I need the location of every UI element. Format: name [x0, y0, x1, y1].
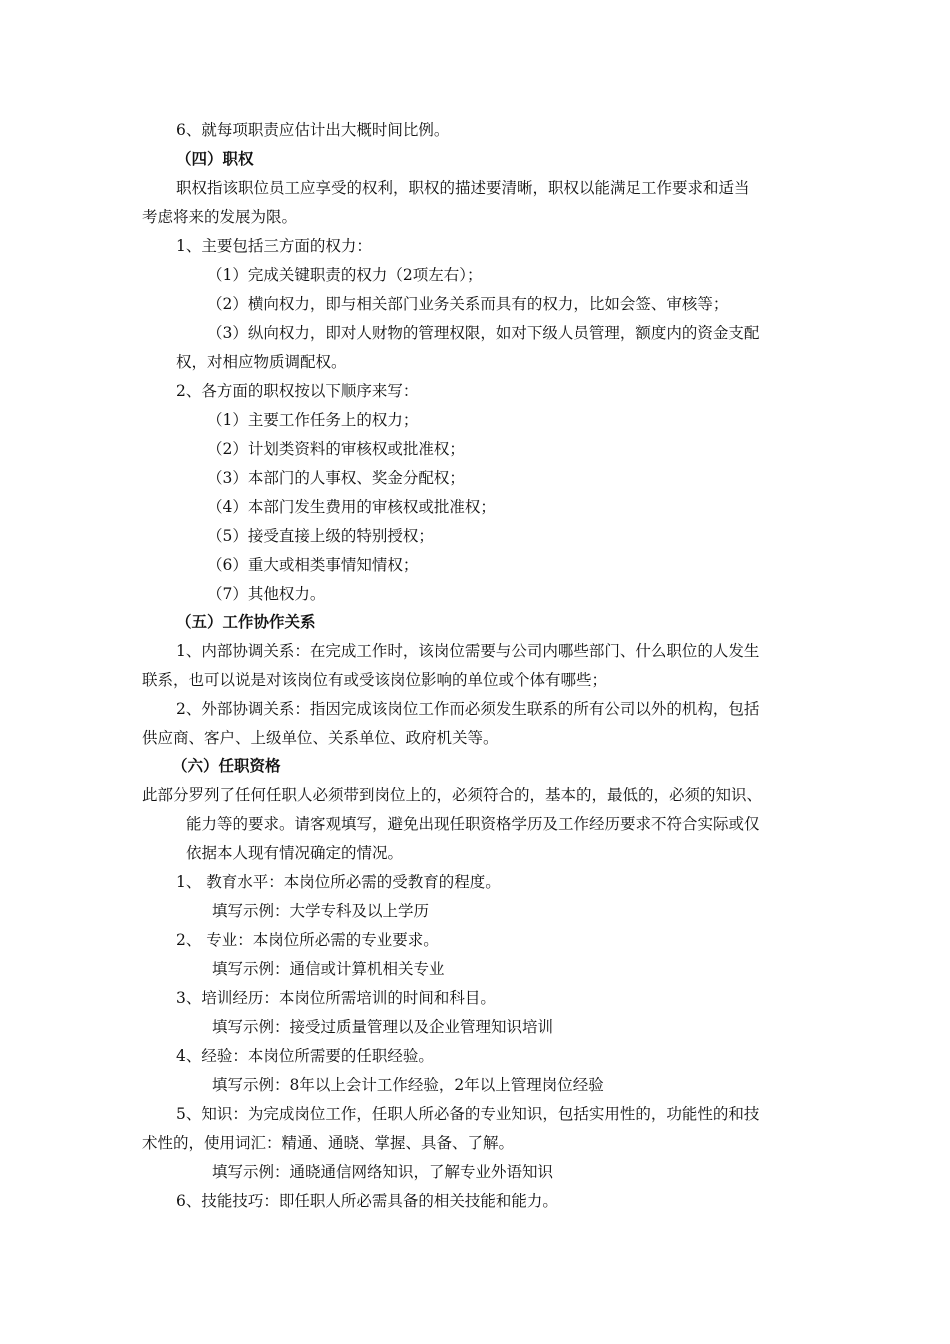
example-line: 填写示例：接受过质量管理以及企业管理知识培训	[212, 1018, 554, 1036]
text-line: （4）本部门发生费用的审核权或批准权；	[207, 498, 496, 516]
example-line: 填写示例：8年以上会计工作经验，2年以上管理岗位经验	[212, 1076, 604, 1094]
text-line: 1、主要包括三方面的权力：	[176, 237, 372, 255]
text-line: 职权指该职位员工应享受的权利，职权的描述要清晰，职权以能满足工作要求和适当	[176, 179, 750, 197]
text-line: 依据本人现有情况确定的情况。	[186, 844, 404, 862]
text-line: （1）主要工作任务上的权力；	[207, 411, 419, 429]
text-line: 此部分罗列了任何任职人必须带到岗位上的，必须符合的，基本的，最低的，必须的知识、	[142, 786, 763, 804]
text-line: （2）计划类资料的审核权或批准权；	[207, 440, 465, 458]
text-line: 1、内部协调关系：在完成工作时，该岗位需要与公司内哪些部门、什么职位的人发生	[176, 642, 760, 660]
text-line: （2）横向权力，即与相关部门业务关系而具有的权力，比如会签、审核等；	[207, 295, 729, 313]
text-line: 6、技能技巧：即任职人所必需具备的相关技能和能力。	[176, 1192, 558, 1210]
section-heading-authority: （四）职权	[176, 150, 254, 168]
example-line: 填写示例：通晓通信网络知识，了解专业外语知识	[212, 1163, 554, 1181]
text-line: 术性的，使用词汇：精通、通晓、掌握、具备、了解。	[142, 1134, 515, 1152]
section-heading-collaboration: （五）工作协作关系	[176, 613, 316, 631]
text-line: 5、知识：为完成岗位工作，任职人所必备的专业知识，包括实用性的，功能性的和技	[176, 1105, 760, 1123]
text-line: 3、培训经历：本岗位所需培训的时间和科目。	[176, 989, 496, 1007]
text-line: 考虑将来的发展为限。	[142, 208, 298, 226]
section-heading-qualifications: （六）任职资格	[172, 757, 281, 775]
text-line: 2、外部协调关系：指因完成该岗位工作而必须发生联系的所有公司以外的机构，包括	[176, 700, 760, 718]
example-line: 填写示例：大学专科及以上学历	[212, 902, 430, 920]
text-line: 联系，也可以说是对该岗位有或受该岗位影响的单位或个体有哪些；	[142, 671, 608, 689]
text-line: 2、各方面的职权按以下顺序来写：	[176, 382, 419, 400]
text-line: 供应商、客户、上级单位、关系单位、政府机关等。	[142, 729, 499, 747]
text-line: 2、 专业：本岗位所必需的专业要求。	[176, 931, 439, 949]
text-line: （3）本部门的人事权、奖金分配权；	[207, 469, 465, 487]
text-line: （1）完成关键职责的权力（2项左右）；	[207, 266, 483, 284]
text-line: 1、 教育水平：本岗位所必需的受教育的程度。	[176, 873, 501, 891]
example-line: 填写示例：通信或计算机相关专业	[212, 960, 445, 978]
text-line: 权，对相应物质调配权。	[176, 353, 347, 371]
text-line: 能力等的要求。请客观填写，避免出现任职资格学历及工作经历要求不符合实际或仅	[186, 815, 760, 833]
text-line: （5）接受直接上级的特别授权；	[207, 527, 434, 545]
text-line: （7）其他权力。	[207, 585, 326, 603]
text-line: 4、经验：本岗位所需要的任职经验。	[176, 1047, 434, 1065]
text-line: （3）纵向权力，即对人财物的管理权限，如对下级人员管理，额度内的资金支配	[207, 324, 760, 342]
text-line: 6、就每项职责应估计出大概时间比例。	[176, 121, 450, 139]
text-line: （6）重大或相类事情知情权；	[207, 556, 419, 574]
